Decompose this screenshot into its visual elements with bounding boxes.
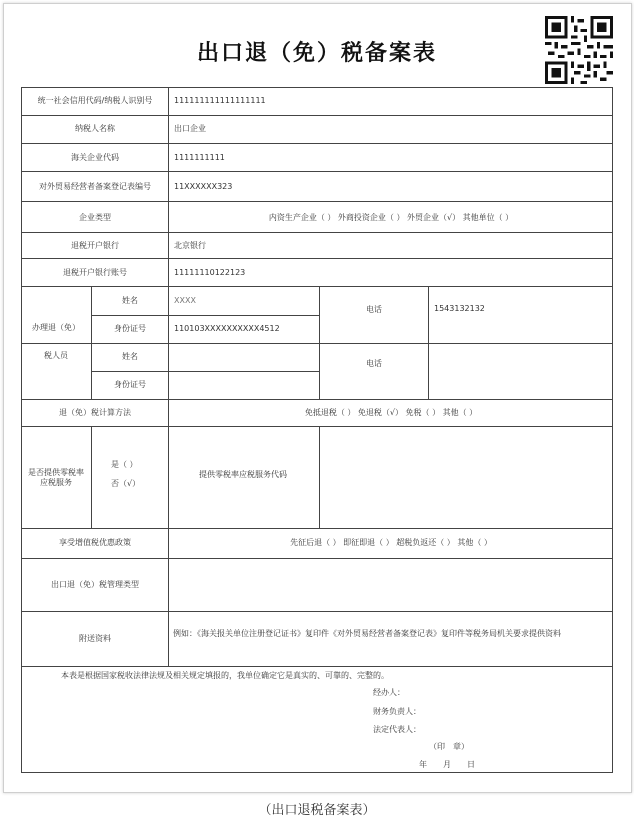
credit-code-value: 111111111111111111	[174, 96, 266, 105]
customs-code-value: 1111111111	[174, 153, 225, 162]
zero-rate-yes: 是（ ）	[111, 460, 138, 469]
attachments-label: 附送资料	[79, 634, 111, 643]
bank-value: 北京银行	[174, 241, 206, 250]
vat-policy-options: 先征后退（ ） 即征即退（ ） 超税负返还（ ） 其他（ ）	[290, 538, 492, 547]
customs-code-label: 海关企业代码	[71, 153, 119, 162]
credit-code-label: 统一社会信用代码/纳税人识别号	[37, 96, 153, 105]
image-caption: （出口退税备案表）	[258, 803, 376, 818]
bank-account-label: 退税开户银行账号	[63, 268, 127, 277]
calc-method-label: 退（免）税计算方法	[59, 408, 131, 417]
declaration-handler: 经办人：	[373, 688, 405, 697]
form-title: 出口退（免）税备案表	[196, 41, 437, 66]
bank-label: 退税开户银行	[71, 241, 119, 250]
taxpayer-name-label: 纳税人名称	[75, 124, 115, 133]
handler-phone-value: 1543132132	[434, 304, 485, 313]
declaration-statement: 本表是根据国家税收法律法规及相关规定填报的，我单位确定它是真实的、可靠的、完整的。	[61, 671, 389, 680]
zero-rate-label-line2: 应税服务	[40, 478, 72, 487]
taxpayer-name-value: 出口企业	[174, 124, 206, 133]
declaration-date: 年 月 日	[419, 760, 475, 769]
zero-rate-label-line1: 是否提供零税率	[28, 468, 84, 477]
handler2-phone-label: 电话	[366, 359, 382, 368]
zero-rate-code-label: 提供零税率应税服务代码	[199, 470, 287, 479]
declaration-legal-rep: 法定代表人：	[373, 725, 421, 734]
handler2-name-label: 姓名	[122, 352, 138, 361]
handler-id-value: 110103XXXXXXXXXX4512	[174, 324, 280, 333]
trade-record-label: 对外贸易经营者备案登记表编号	[39, 182, 151, 191]
handler2-id-label: 身份证号	[114, 380, 146, 389]
vat-policy-label: 享受增值税优惠政策	[59, 538, 131, 547]
zero-rate-no: 否（√）	[111, 479, 141, 488]
handler-label-line1: 办理退（免）	[32, 323, 80, 332]
handler-name-label: 姓名	[122, 296, 138, 305]
declaration-finance-head: 财务负责人：	[373, 707, 421, 716]
handler-label-line2: 税人员	[44, 351, 68, 360]
filing-form-table	[21, 87, 613, 773]
handler-id-label: 身份证号	[114, 324, 146, 333]
attachments-value: 例如：《海关报关单位注册登记证书》复印件《对外贸易经营者备案登记表》复印件等税务局机关要求提供资料	[173, 629, 561, 638]
declaration-seal: （印 章）	[429, 742, 469, 751]
calc-method-options: 免抵退税（ ） 免退税（√） 免税（ ） 其他（ ）	[304, 408, 478, 417]
bank-account-value: 11111110122123	[174, 268, 246, 277]
manage-type-label: 出口退（免）税管理类型	[51, 580, 139, 589]
handler-phone-label: 电话	[366, 305, 382, 314]
trade-record-value: 11XXXXXX323	[174, 182, 233, 191]
enterprise-type-options: 内资生产企业（ ） 外商投资企业（ ） 外贸企业（√） 其他单位（ ）	[268, 213, 514, 222]
handler-name-value: XXXX	[174, 296, 196, 305]
enterprise-type-label: 企业类型	[79, 213, 111, 222]
